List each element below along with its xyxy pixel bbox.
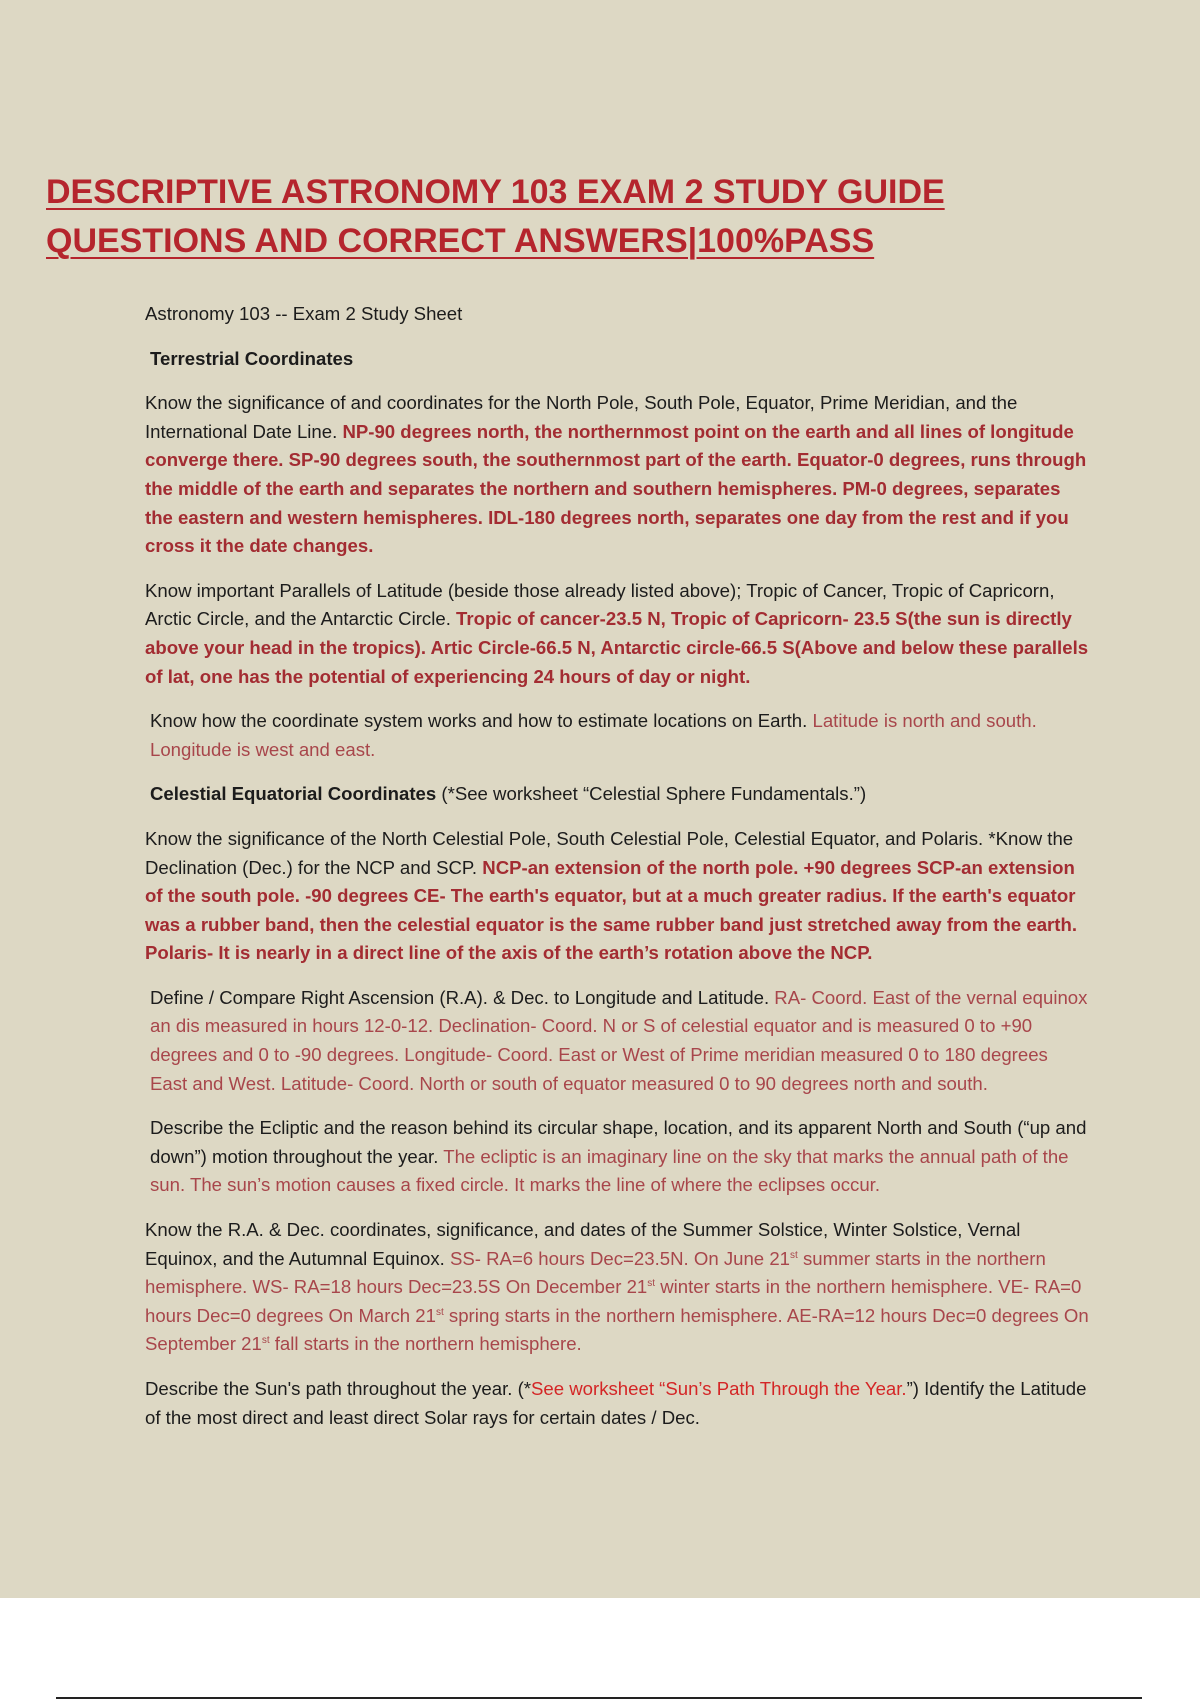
answer-text: NP-90 degrees north, the northernmost point on the earth and all lines of longitude converge there. SP-90 degrees south, the southernmost part of the earth. Equator-0 degrees, runs through the middle of the earth and separates the northern and southern hemispheres. PM-0 degrees, separates the eastern and western hemispheres. IDL-180 degrees north, separates one day from the rest and if you cross it the date changes. <box>145 420 1087 557</box>
sheet-title: Astronomy 103 -- Exam 2 Study Sheet <box>145 303 463 324</box>
celestial-item-5 <box>145 1375 1090 1432</box>
answer-text: NCP-an extension of the north pole. +90 degrees SCP-an extension of the south pole. -90 degrees CE- The earth's equator, but at a much greater radius. If the earth's equator was a rubber band, then the celestial equator is the same rubber band just stretched away from the earth. Polaris- It is nearly in a direct line of the axis of the earth’s rotation above the NCP. <box>145 856 1077 964</box>
answer-part: fall starts in the northern hemisphere. <box>269 1333 582 1355</box>
celestial-item-4 <box>145 1216 1090 1359</box>
answer-text: Latitude is north and south. Longitude is west and east. <box>150 710 1037 760</box>
document-title <box>46 168 1156 266</box>
terrestrial-item-2 <box>145 577 1090 691</box>
section-heading-text: Celestial Equatorial Coordinates <box>150 783 437 805</box>
question-text: Describe the Sun's path throughout the year. (* <box>145 1378 531 1399</box>
answer-part: winter starts in the northern hemisphere. VE- RA=0 hours Dec=0 degrees On March 21 <box>145 1276 1082 1326</box>
question-text: Describe the Ecliptic and the reason behind its circular shape, location, and its apparent North and South (“up and down”) motion throughout the year. <box>150 1117 1087 1167</box>
question-text: Know how the coordinate system works and how to estimate locations on Earth. <box>150 710 813 732</box>
terrestrial-item-1 <box>145 389 1090 561</box>
worksheet-reference: See worksheet “Sun’s Path Through the Year. <box>531 1378 907 1399</box>
celestial-item-2 <box>145 984 1090 1098</box>
terrestrial-item-3 <box>145 707 1090 764</box>
question-text: Know the significance of the North Celestial Pole, South Celestial Pole, Celestial Equator, and Polaris. *Know the Declination (Dec.) for the NCP and SCP. <box>145 827 1074 878</box>
study-sheet-body <box>145 300 1090 1448</box>
answer-text: RA- Coord. East of the vernal equinox an dis measured in hours 12-0-12. Declination- Coord. N or S of celestial equator and is measured 0 to +90 degrees and 0 to -90 degrees. Longitude- Coord. East or West of Prime meridian measured 0 to 180 degrees East and West. Latitude- Coord. North or south of equator measured 0 to 90 degrees north and south. <box>150 986 1088 1094</box>
question-text: Define / Compare Right Ascension (R.A). & Dec. to Longitude and Latitude. <box>150 986 775 1008</box>
ordinal-suffix: st <box>790 1249 798 1261</box>
answer-text: The ecliptic is an imaginary line on the sky that marks the annual path of the sun. The sun’s motion causes a fixed circle. It marks the line of where the eclipses occur. <box>150 1145 1069 1196</box>
ordinal-suffix: st <box>261 1335 270 1347</box>
section-heading-terrestrial: Terrestrial Coordinates <box>150 347 354 369</box>
question-text: Know the significance of and coordinates for the North Pole, South Pole, Equator, Prime Meridian, and the International Date Line. <box>145 392 1018 442</box>
question-text: ”) Identify the Latitude of the most direct and least direct Solar rays for certain dates / Dec. <box>145 1378 1087 1428</box>
title-line-2: QUESTIONS AND CORRECT ANSWERS|100%PASS <box>46 222 875 260</box>
answer-part: SS- RA=6 hours Dec=23.5N. On June 21 <box>449 1247 790 1269</box>
celestial-item-3 <box>145 1114 1090 1200</box>
answer-part: spring starts in the northern hemisphere. AE-RA=12 hours Dec=0 degrees On September 21 <box>145 1304 1089 1355</box>
answer-text: Tropic of cancer-23.5 N, Tropic of Capricorn- 23.5 S(the sun is directly above your head in the tropics). Artic Circle-66.5 N, Antarctic circle-66.5 S(Above and below these parallels of lat, one has the potential of experiencing 24 hours of day or night. <box>145 608 1089 687</box>
ordinal-suffix: st <box>435 1306 444 1318</box>
question-text: Know the R.A. & Dec. coordinates, significance, and dates of the Summer Solstice, Winter Solstice, Vernal Equinox, and the Autumnal Equinox. <box>145 1219 1021 1269</box>
answer-part: summer starts in the northern hemisphere. WS- RA=18 hours Dec=23.5S On December 21 <box>145 1247 1046 1298</box>
page-divider <box>56 1697 1142 1699</box>
section-heading-celestial <box>145 780 1090 809</box>
celestial-item-1 <box>145 825 1090 968</box>
title-line-1: DESCRIPTIVE ASTRONOMY 103 EXAM 2 STUDY GUIDE <box>46 173 945 211</box>
question-text: Know important Parallels of Latitude (beside those already listed above); Tropic of Cancer, Tropic of Capricorn, Arctic Circle, and the Antarctic Circle. <box>145 579 1055 630</box>
ordinal-suffix: st <box>647 1278 656 1290</box>
section-heading-note: (*See worksheet “Celestial Sphere Fundamentals.”) <box>436 783 867 805</box>
